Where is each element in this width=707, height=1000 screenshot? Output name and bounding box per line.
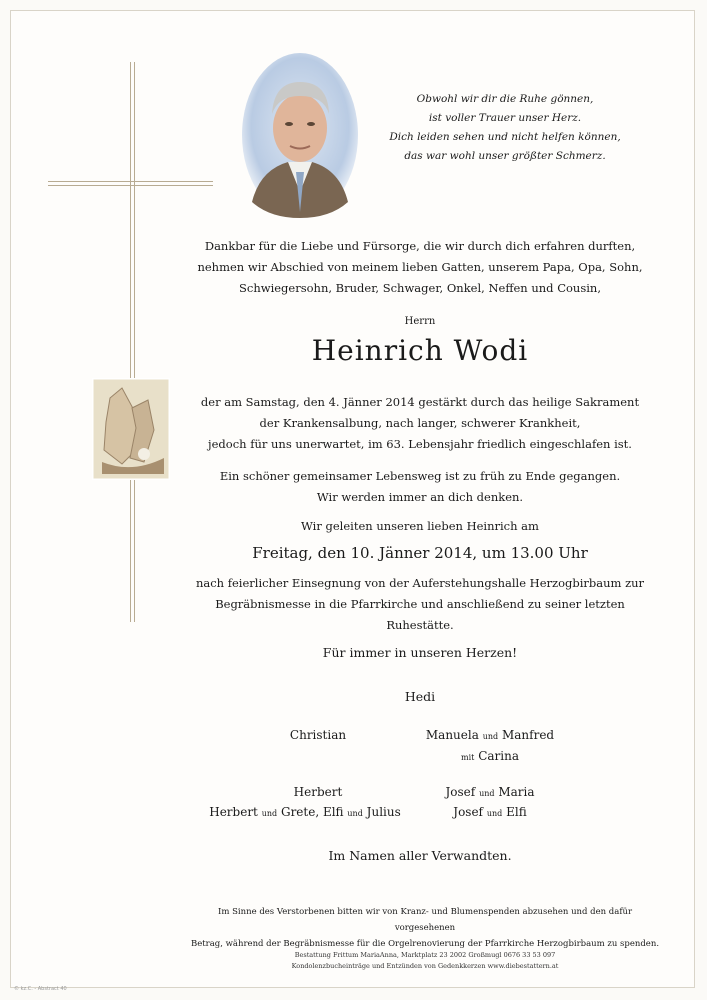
death-line: der am Samstag, den 4. Jänner 2014 gestärkt durch das heilige Sakrament [200,395,640,409]
poem-line: Obwohl wir dir die Ruhe gönnen, [416,93,594,105]
mourner-name: Josef [445,785,476,799]
mourner-right-1 [410,725,570,747]
mourner-conjunction: und [261,809,278,818]
mourner-right-2 [410,782,570,804]
mourner-left-3 [190,802,420,824]
poem-line: ist voller Trauer unser Herz. [428,112,582,124]
mourner-right-1b [410,746,570,768]
life-path-line: Ein schöner gemeinsamer Lebensweg ist zu früh zu Ende gegangen. [219,469,621,483]
cross-vertical-bar [130,62,135,622]
mourner-spouse: Hedi [404,689,436,704]
donation-line: Betrag, während der Begräbnismesse für die Orgelrenovierung der Pfarrkirche Herzogbirbaum zu spenden. [190,939,660,949]
funeral-home-line: Bestattung Frittum MariaAnna, Marktplatz 23 2002 Großmugl 0676 33 53 097 [294,951,556,959]
cross-horizontal-bar [48,181,213,186]
ceremony-text [190,573,650,636]
mourner-name: Maria [498,785,535,799]
mourner-name: Elfi [506,805,527,819]
poem-line: das war wohl unser größter Schmerz. [404,150,606,162]
mourner-conjunction: und [482,732,499,741]
mourner-name: Josef [453,805,484,819]
deceased-portrait-photo [240,52,360,218]
condolence-line: Kondolenzbucheinträge und Entzünden von Gedenkkerzen www.diebestattern.at [291,962,559,970]
death-text [190,392,650,455]
life-path-line: Wir werden immer an dich denken. [316,490,524,504]
funeral-date: Freitag, den 10. Jänner 2014, um 13.00 Uhr [252,544,588,562]
mourner-name: Manuela [425,728,479,742]
poem [370,90,640,166]
mourner-left-2: Herbert [293,785,343,799]
donation-line: Im Sinne des Verstorbenen bitten wir von Kranz- und Blumenspenden abzusehen und den dafür vorgesehenen [217,907,633,933]
accompany-text: Wir geleiten unseren lieben Heinrich am [301,519,539,533]
poem-line: Dich leiden sehen und nicht helfen können, [389,131,621,143]
intro-line: Schwiegersohn, Bruder, Schwager, Onkel, Neffen und Cousin, [239,281,601,295]
mourner-name: Manfred [501,728,555,742]
praying-hands-image [92,378,170,480]
mourner-name: Julius [366,805,401,819]
mourner-left-1: Christian [289,728,347,742]
mourner-conjunction: mit [461,753,475,762]
mourner-conjunction: und [486,809,503,818]
deceased-name: Heinrich Wodi [311,334,529,367]
death-line: jedoch für uns unerwartet, im 63. Lebensjahr friedlich eingeschlafen ist. [208,437,632,451]
relatives-text: Im Namen aller Verwandten. [328,848,512,863]
salutation: Herrn [404,316,436,327]
footer [190,950,660,972]
ceremony-line: Begräbnismesse in die Pfarrkirche und anschließend zu seiner letzten Ruhestätte. [215,597,625,632]
ceremony-line: nach feierlicher Einsegnung von der Auferstehungshalle Herzogbirbaum zur [195,576,645,590]
intro-text [190,236,650,299]
mourner-name: Grete, Elfi [280,805,344,819]
mourner-conjunction: und [479,789,495,798]
mourner-name: Carina [478,749,519,763]
intro-line: nehmen wir Abschied von meinem lieben Gatten, unserem Papa, Opa, Sohn, [197,260,643,274]
life-path-text [190,466,650,508]
death-line: der Krankensalbung, nach langer, schwerer Krankheit, [259,416,581,430]
forever-text: Für immer in unseren Herzen! [322,645,518,660]
intro-line: Dankbar für die Liebe und Fürsorge, die wir durch dich erfahren durften, [204,239,636,253]
image-credit: © kz.C. - Abstract 40 [14,986,67,992]
mourner-name: Herbert [209,805,258,819]
mourner-right-3 [410,802,570,824]
donation-request [190,904,660,952]
mourner-conjunction: und [347,809,363,818]
